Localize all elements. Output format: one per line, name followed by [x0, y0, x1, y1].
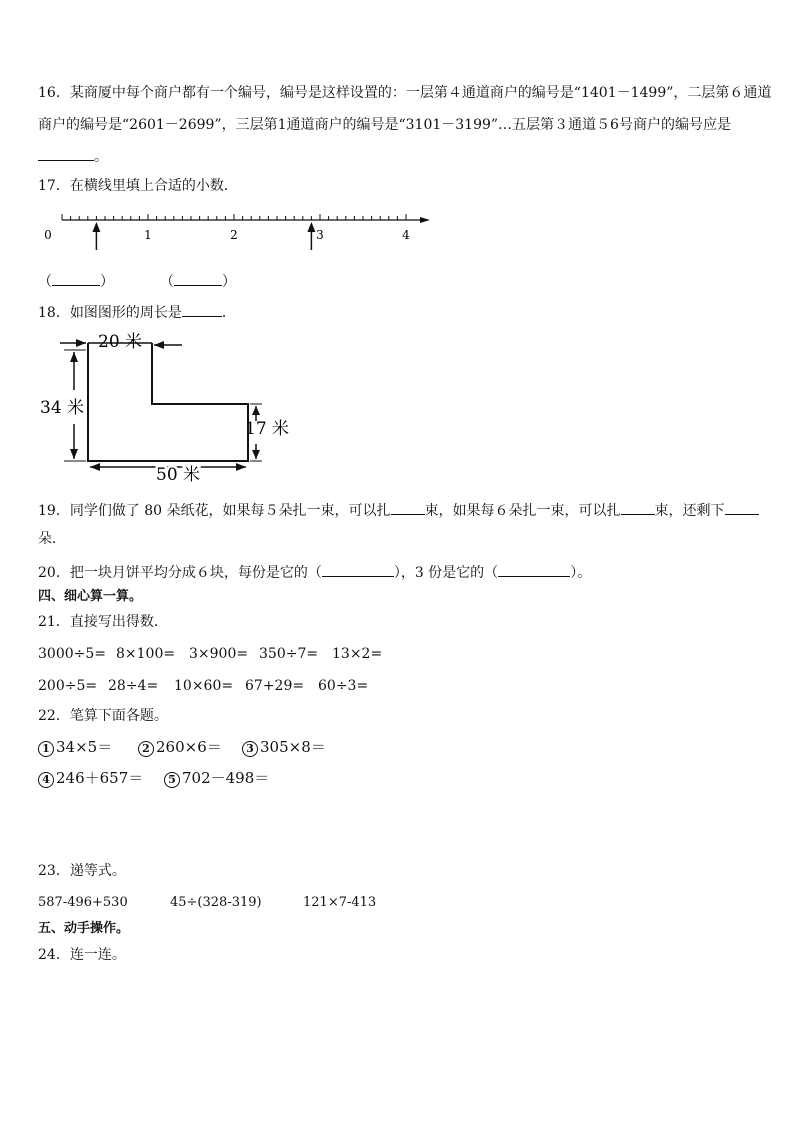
q17-answer-2: （ ）	[160, 271, 236, 291]
q18-bottom-arrowhead-left	[90, 463, 100, 471]
axis-arrowhead	[420, 217, 430, 223]
q21-item: 200÷5=	[38, 678, 98, 694]
q23-item-2: 45÷(328-319)	[170, 895, 262, 910]
q18-answer-blank[interactable]	[182, 302, 222, 317]
q22-item-4: 4 246＋657＝	[38, 769, 143, 788]
value-arrowhead-2	[307, 222, 315, 232]
q16-tail: 。	[94, 149, 108, 165]
q19-line1	[38, 500, 759, 520]
q16-line1: 16．某商厦中每个商户都有一个编号，编号是这样设置的：一层第４通道商户的编号是“1401－1499”，二层第６通道	[38, 85, 772, 101]
q22-num-3: 3	[242, 741, 258, 757]
tick-label: 2	[230, 228, 238, 242]
q18-left-arrowhead-up	[70, 352, 78, 362]
q18-figure	[30, 328, 330, 488]
q21-item: 10×60=	[174, 678, 234, 694]
tick-label: 0	[44, 228, 52, 242]
q22-item-1: 1 34×5＝	[38, 738, 112, 757]
q22-item-3: 3 305×8＝	[242, 738, 326, 757]
tick-label: 4	[402, 228, 410, 242]
q18-label-top: 20 米	[98, 332, 143, 352]
q21-item: 67+29=	[245, 678, 305, 694]
q22-num-2: 2	[138, 741, 154, 757]
q21-title: 21．直接写出得数．	[38, 614, 168, 630]
q20-text-c: ）。	[570, 565, 592, 581]
q18-left-arrowhead-down	[70, 449, 78, 459]
q19-text-a: 19．同学们做了 80 朵纸花，如果每５朵扎一束，可以扎	[38, 503, 391, 519]
q22-num-1: 1	[38, 741, 54, 757]
q19-text-c: 束，还剩下	[654, 503, 725, 519]
q20-text-a: 20．把一块月饼平均分成６块，每份是它的（	[38, 565, 322, 581]
value-arrowhead-1	[92, 222, 100, 232]
q23-item-1: 587-496+530	[38, 895, 128, 910]
q18-label-bottom: 50 米	[156, 465, 201, 485]
q19-blank-1[interactable]	[391, 500, 425, 515]
q21-item: 28÷4=	[108, 678, 159, 694]
q22-title: 22．笔算下面各题。	[38, 708, 168, 724]
q19-text-b: 束，如果每６朵扎一束，可以扎	[424, 503, 621, 519]
q18-bottom-arrowhead-right	[236, 463, 246, 471]
q18-label-left: 34 米	[40, 398, 85, 418]
q16-answer-line	[38, 146, 108, 166]
q18-shape-outline	[88, 343, 248, 461]
q19-line2: 朵．	[38, 531, 66, 547]
q21-item: 8×100=	[116, 646, 176, 662]
q19-blank-3[interactable]	[725, 500, 759, 515]
q23-title: 23．递等式。	[38, 863, 126, 879]
q17-number-line	[0, 205, 794, 285]
q24-title: 24．连一连。	[38, 947, 126, 963]
q18-title: 18．如图图形的周长是	[38, 305, 182, 321]
q16-answer-blank[interactable]	[38, 146, 94, 161]
q21-item: 3×900=	[189, 646, 249, 662]
q17-answer-blank-2[interactable]	[174, 271, 222, 286]
tick-label: 3	[316, 228, 324, 242]
q19-blank-2[interactable]	[621, 500, 655, 515]
q20-blank-2[interactable]	[498, 562, 570, 577]
q21-item: 60÷3=	[318, 678, 369, 694]
q17-answer-1: （ ）	[38, 271, 114, 291]
q22-item-5: 5 702－498＝	[164, 769, 269, 788]
q18-top-arrowhead-right	[154, 341, 164, 349]
q18-label-right: 17 米	[245, 419, 290, 439]
tick-label: 1	[144, 228, 152, 242]
q18-top-arrowhead-left	[76, 339, 86, 347]
q17-answer-blank-1[interactable]	[52, 271, 100, 286]
q18-title-line: 18．如图图形的周长是 ．	[38, 302, 236, 322]
q23-item-3: 121×7-413	[303, 895, 377, 910]
q18-right-arrowhead-up	[252, 406, 260, 415]
q18-right-arrowhead-down	[252, 450, 260, 459]
q22-item-2: 2 260×6＝	[138, 738, 222, 757]
q22-num-5: 5	[164, 772, 180, 788]
q21-item: 13×2=	[332, 646, 383, 662]
q17-title: 17．在横线里填上合适的小数．	[38, 178, 238, 194]
q20-blank-1[interactable]	[322, 562, 394, 577]
q20-line	[38, 562, 591, 582]
section-5-heading: 五、动手操作。	[38, 921, 130, 936]
q21-item: 3000÷5=	[38, 646, 106, 662]
q20-text-b: ），3 份是它的（	[393, 565, 499, 581]
q16-line2: 商户的编号是“2601－2699”，三层第1通道商户的编号是“3101－3199”…五层第３通道５6号商户的编号应是	[38, 117, 731, 133]
section-4-heading: 四、细心算一算。	[38, 589, 143, 604]
q21-item: 350÷7=	[259, 646, 319, 662]
q22-num-4: 4	[38, 772, 54, 788]
